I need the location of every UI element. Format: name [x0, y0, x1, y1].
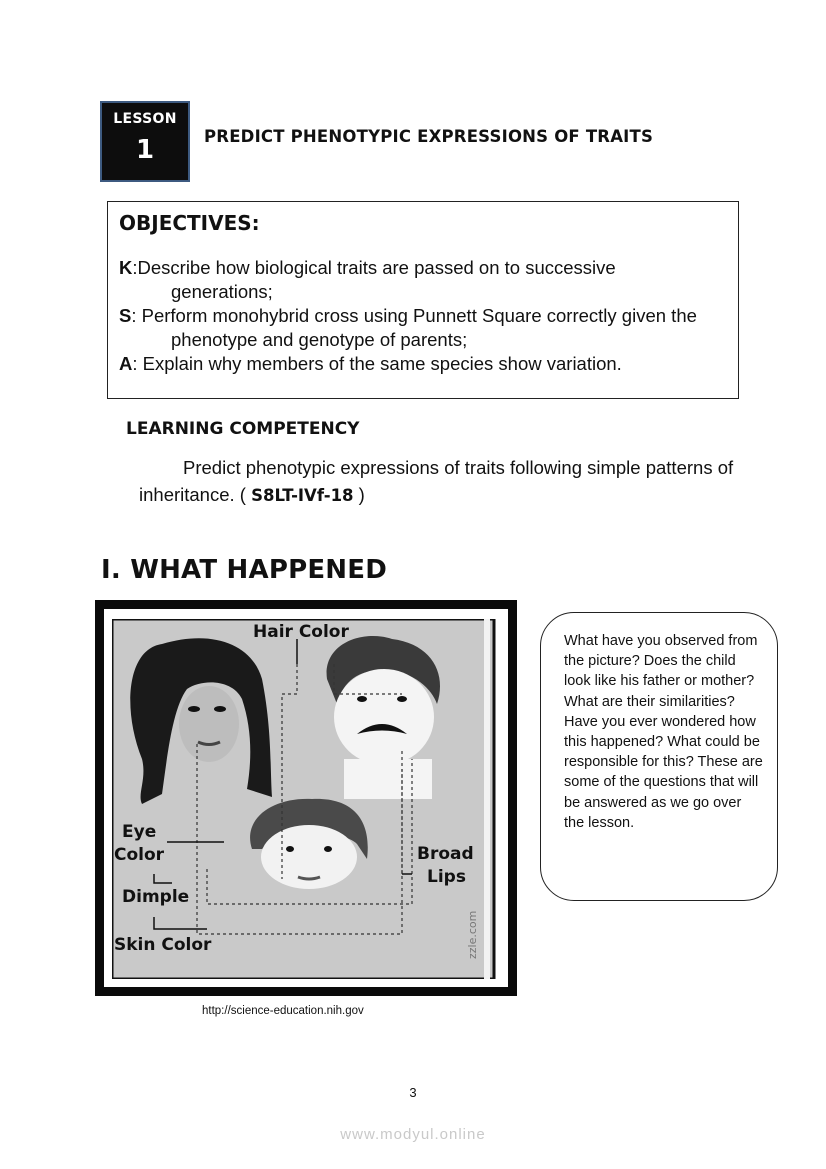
family-traits-illustration	[112, 619, 500, 979]
label-hair-color: Hair Color	[253, 622, 349, 642]
objective-text: : Perform monohybrid cross using Punnett Square correctly given the phenotype and genotype of parents;	[131, 305, 697, 350]
learning-competency-heading: LEARNING COMPETENCY	[126, 419, 360, 439]
competency-text: Predict phenotypic expressions of traits following simple patterns of inheritance. (	[139, 457, 734, 505]
competency-code: S8LT-IVf-18	[251, 486, 354, 505]
child-eye-icon	[286, 846, 294, 852]
label-broad: Broad	[417, 844, 474, 864]
illustration-edge	[484, 619, 490, 979]
father-eye-icon	[397, 696, 407, 702]
objective-text: :Describe how biological traits are passed on to successive generations;	[132, 257, 616, 302]
objective-attitude	[119, 352, 719, 376]
objective-skill	[119, 304, 719, 352]
learning-competency-text	[139, 454, 739, 509]
father-skin	[334, 669, 434, 765]
objective-letter: S	[119, 305, 132, 326]
image-credit-mark: zzle.com	[466, 910, 479, 959]
father-eye-icon	[357, 696, 367, 702]
objectives-heading: OBJECTIVES:	[119, 211, 260, 235]
heredity-figure	[95, 600, 517, 996]
question-bubble	[540, 612, 778, 901]
label-dimple: Dimple	[122, 887, 190, 907]
objective-text: : Explain why members of the same species show variation.	[132, 353, 622, 374]
objective-knowledge	[119, 256, 719, 304]
figure-frame	[104, 609, 508, 987]
lesson-label: LESSON	[113, 111, 177, 127]
section-title: I. WHAT HAPPENED	[101, 555, 387, 585]
label-lips: Lips	[427, 867, 466, 887]
mother-skin	[179, 686, 239, 762]
lesson-badge	[100, 101, 190, 182]
label-skin-color: Skin Color	[114, 935, 212, 955]
competency-text-end: )	[353, 484, 365, 505]
objective-letter: K	[119, 257, 133, 278]
child-eye-icon	[324, 846, 332, 852]
watermark: www.modyul.online	[340, 1126, 486, 1143]
father-neck	[344, 759, 432, 799]
objective-letter: A	[119, 353, 133, 374]
mother-eye-icon	[214, 706, 226, 712]
label-eye: Eye	[122, 822, 157, 842]
lesson-title: PREDICT PHENOTYPIC EXPRESSIONS OF TRAITS	[204, 127, 654, 146]
figure-caption: http://science-education.nih.gov	[202, 1005, 364, 1017]
objectives-list	[119, 256, 719, 376]
lesson-number: 1	[135, 135, 155, 165]
label-color: Color	[114, 845, 165, 865]
mother-eye-icon	[188, 706, 200, 712]
page-number: 3	[409, 1085, 417, 1100]
bubble-text: What have you observed from the picture? Does the child look like his father or mother? What are their similarities? Have you ever wondered how this happened? What could be responsible for this? These are some of the questions that will be answered as we go over the lesson.	[564, 633, 763, 831]
objectives-box	[107, 201, 739, 399]
